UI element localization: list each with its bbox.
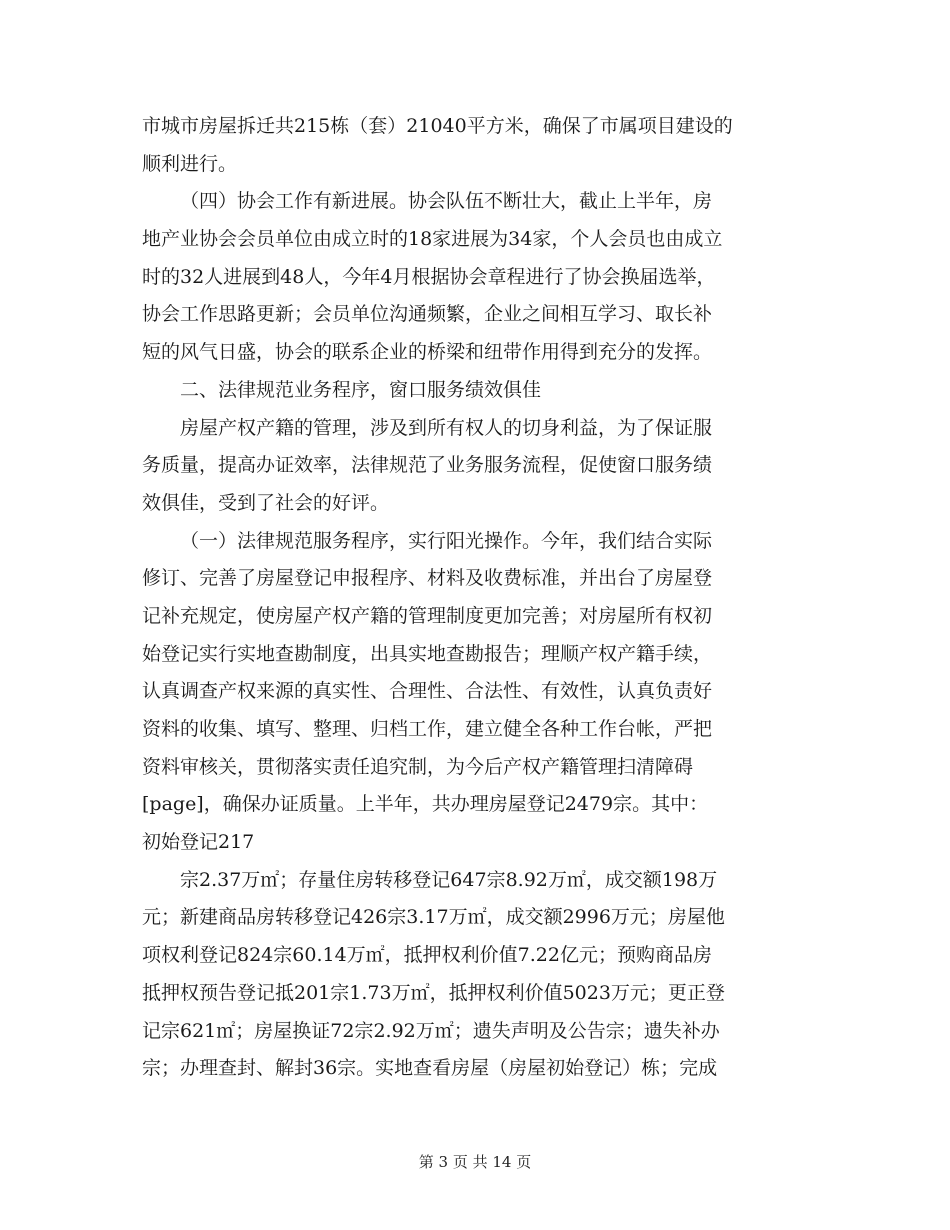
text-line: 效俱佳，受到了社会的好评。	[142, 491, 390, 514]
text-line: 时的32人进展到48人，今年4月根据协会章程进行了协会换届选举，	[142, 265, 716, 288]
text-line: [page]，确保办证质量。上半年，共办理房屋登记2479宗。其中：	[142, 793, 709, 816]
text-line: 项权利登记824宗60.14万㎡，抵押权利价值7.22亿元；预购商品房	[142, 944, 712, 967]
text-line: 记宗621㎡；房屋换证72宗2.92万㎡；遗失声明及公告宗；遗失补办	[142, 1019, 720, 1042]
text-line: 记补充规定，使房屋产权产籍的管理制度更加完善；对房屋所有权初	[142, 604, 713, 627]
text-line: 始登记实行实地查勘制度，出具实地查勘报告；理顺产权产籍手续，	[142, 642, 713, 665]
text-line: 资料的收集、填写、整理、归档工作，建立健全各种工作台帐，严把	[142, 718, 713, 740]
text-line: 修订、完善了房屋登记申报程序、材料及收费标准，并出台了房屋登	[142, 567, 713, 590]
text-line: 初始登记217	[142, 831, 255, 854]
document-body	[142, 108, 810, 1088]
text-line: （一）法律规范服务程序，实行阳光操作。今年，我们结合实际	[180, 529, 713, 552]
text-line: 认真调查产权来源的真实性、合理性、合法性、有效性，认真负责好	[142, 680, 713, 703]
text-line: （四）协会工作有新进展。协会队伍不断壮大，截止上半年，房	[180, 190, 713, 213]
page-footer: 第 3 页 共 14 页	[418, 1153, 532, 1171]
text-line: 协会工作思路更新；会员单位沟通频繁，企业之间相互学习、取长补	[142, 303, 713, 326]
text-line: 二、法律规范业务程序，窗口服务绩效俱佳	[180, 378, 542, 401]
text-line: 短的风气日盛，协会的联系企业的桥梁和纽带作用得到充分的发挥。	[142, 341, 713, 364]
text-line: 顺利进行。	[142, 152, 238, 175]
text-line: 务质量，提高办证效率，法律规范了业务服务流程，促使窗口服务绩	[142, 454, 713, 477]
text-line: 宗2.37万㎡；存量住房转移登记647宗8.92万㎡，成交额198万	[180, 868, 718, 891]
text-line: 宗；办理查封、解封36宗。实地查看房屋（房屋初始登记）栋；完成	[142, 1057, 718, 1080]
text-line: 地产业协会会员单位由成立时的18家进展为34家，个人会员也由成立	[142, 228, 723, 251]
text-line: 房屋产权产籍的管理，涉及到所有权人的切身利益，为了保证服	[180, 416, 713, 439]
text-line: 元；新建商品房转移登记426宗3.17万㎡，成交额2996万元；房屋他	[142, 906, 725, 929]
text-line: 市城市房屋拆迁共215栋（套）21040平方米，确保了市属项目建设的	[142, 115, 733, 137]
text-line: 资料审核关，贯彻落实责任追究制，为今后产权产籍管理扫清障碍	[142, 755, 694, 778]
text-line: 抵押权预告登记抵201宗1.73万㎡，抵押权利价值5023万元；更正登	[142, 981, 725, 1004]
